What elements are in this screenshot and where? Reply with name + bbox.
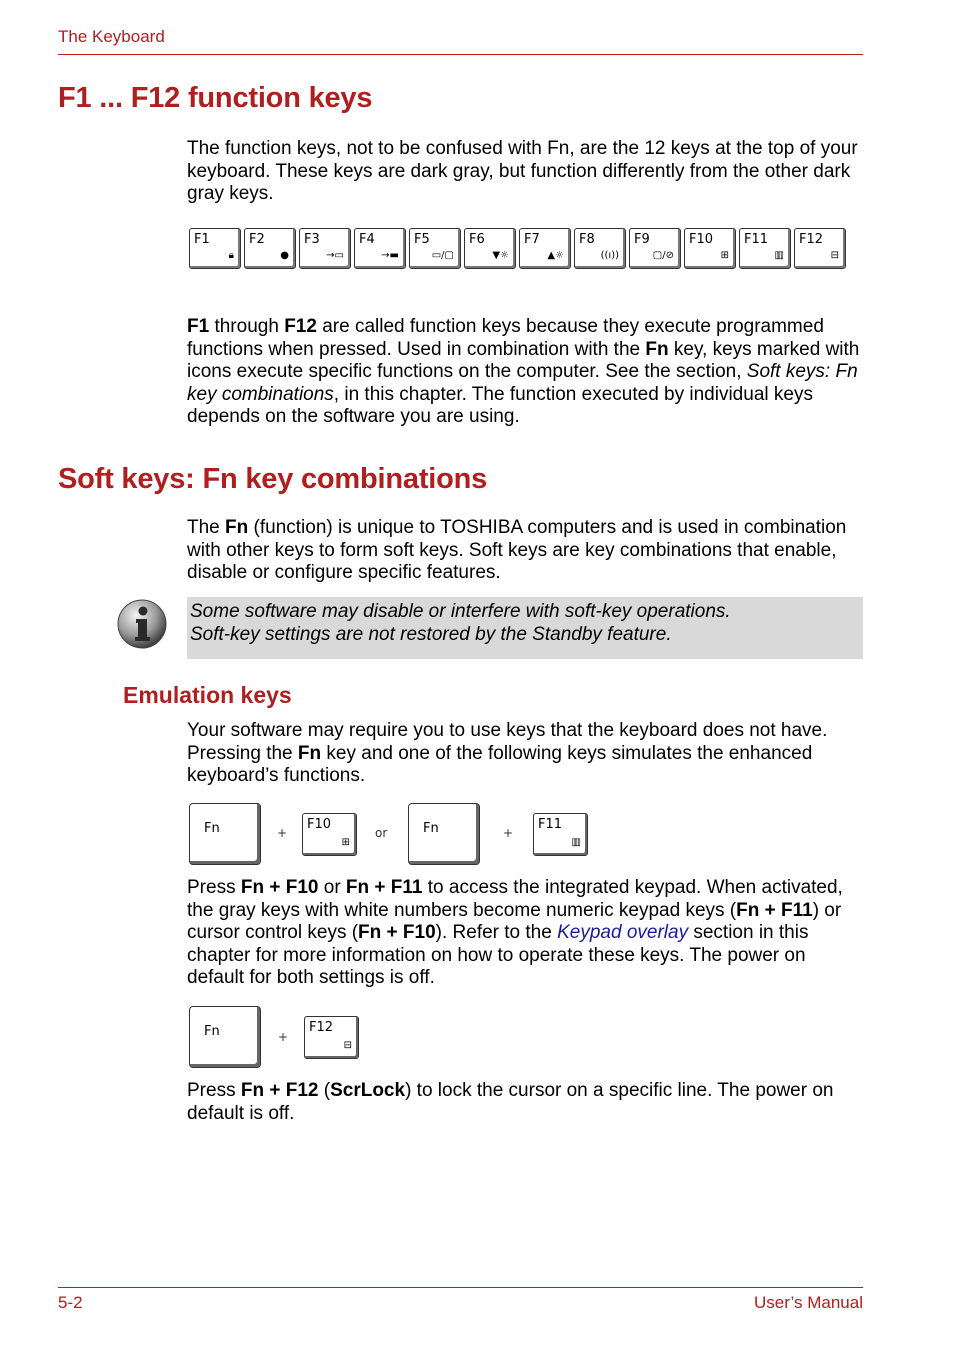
key-f12 xyxy=(794,228,846,269)
key-f11 xyxy=(739,228,791,269)
fn-f12-description xyxy=(187,1080,867,1125)
key-label: F11 xyxy=(744,232,769,247)
running-head: The Keyboard xyxy=(58,27,165,46)
text-run: The xyxy=(187,517,226,538)
section-title-function-keys: F1 ... F12 function keys xyxy=(58,82,373,114)
text-run: (function) is unique to TOSHIBA computers and is used in combination with other keys to form soft keys. Soft keys are key combinations that enable, disable or configure specific features. xyxy=(187,517,847,584)
soft-keys-intro xyxy=(187,517,867,585)
manual-title: User’s Manual xyxy=(754,1293,863,1312)
key-label: F11 xyxy=(538,817,563,832)
hibernate-icon: →▬ xyxy=(381,250,399,261)
bold-term: Fn + F12 xyxy=(240,1080,319,1101)
display-switch-icon: ▭/▢ xyxy=(431,250,454,261)
note-text xyxy=(190,601,731,646)
key-label: F12 xyxy=(799,232,824,247)
key-label: F10 xyxy=(307,817,332,832)
text-run: ) to lock the cursor on a specific line. The power on default is off. xyxy=(187,1080,834,1124)
note-line: Soft-key settings are not restored by the Standby feature. xyxy=(190,623,672,645)
info-icon xyxy=(116,598,168,650)
key-f2 xyxy=(244,228,296,269)
note-line: Some software may disable or interfere with soft-key operations. xyxy=(190,601,731,622)
emulation-intro xyxy=(187,720,867,788)
text-run: through xyxy=(209,316,285,337)
function-keys-description xyxy=(187,316,867,429)
brightness-down-icon: ▼☼ xyxy=(492,250,509,261)
arrow-mode-icon: ⊞ xyxy=(341,837,350,848)
key-f12 xyxy=(304,1016,359,1059)
subsection-title-emulation-keys: Emulation keys xyxy=(123,682,292,708)
plus-sign: + xyxy=(277,826,288,840)
text-run: Press xyxy=(187,877,241,898)
text-run: key, keys marked with icons execute specific functions on the computer. See the section, xyxy=(187,338,860,383)
key-f7 xyxy=(519,228,571,269)
suspend-icon: →▭ xyxy=(326,250,344,261)
function-keys-intro: The function keys, not to be confused with Fn, are the 12 keys at the top of your keyboard. These keys are dark gray, but function differently from the other dark gray keys. xyxy=(187,138,858,205)
key-label: Fn xyxy=(423,821,439,836)
key-label: F2 xyxy=(249,232,265,247)
text-run: Press xyxy=(187,1080,241,1101)
wireless-icon: ((ı)) xyxy=(600,250,619,261)
section-title-soft-keys: Soft keys: Fn key combinations xyxy=(58,463,488,495)
key-f8 xyxy=(574,228,626,269)
key-f6 xyxy=(464,228,516,269)
key-f11 xyxy=(533,813,588,856)
bold-term: Fn xyxy=(297,742,322,764)
numeric-mode-icon: ▥ xyxy=(774,250,784,261)
key-label: F8 xyxy=(579,232,595,247)
lock-icon: 🔒︎ xyxy=(228,250,234,261)
bold-term: F12 xyxy=(284,316,317,337)
touchpad-icon: ▢/⊘ xyxy=(652,250,674,261)
keypad-overlay-link[interactable]: Keypad overlay xyxy=(557,922,689,944)
bold-term: Fn + F11 xyxy=(345,877,423,898)
bold-term: ScrLock xyxy=(330,1080,406,1101)
brightness-up-icon: ▲☼ xyxy=(547,250,564,261)
or-label: or xyxy=(375,826,388,840)
key-f4 xyxy=(354,228,406,269)
text-run: section in this chapter for more information on how to operate these keys. The power on default for both settings is off. xyxy=(187,922,809,989)
page-number: 5-2 xyxy=(58,1293,83,1312)
key-f5 xyxy=(409,228,461,269)
key-f3 xyxy=(299,228,351,269)
key-f10 xyxy=(302,813,357,856)
key-label: F3 xyxy=(304,232,320,247)
key-label: F12 xyxy=(309,1020,334,1035)
scroll-lock-icon: ⊟ xyxy=(830,250,839,261)
function-key-row xyxy=(189,228,846,269)
note-box xyxy=(187,597,863,659)
key-label: Fn xyxy=(204,821,220,836)
scroll-lock-icon: ⊟ xyxy=(343,1040,352,1051)
key-label: F7 xyxy=(524,232,540,247)
battery-icon: ● xyxy=(280,250,289,261)
text-run: ) or cursor control keys ( xyxy=(187,899,842,944)
key-label: F5 xyxy=(414,232,430,247)
key-fn xyxy=(408,803,480,865)
plus-sign: + xyxy=(503,826,514,840)
key-f9 xyxy=(629,228,681,269)
text-run: key and one of the following keys simulates the enhanced keyboard’s functions. xyxy=(187,742,813,787)
bold-term: F1 xyxy=(187,316,210,337)
fn-f10-f11-description xyxy=(187,877,867,990)
bold-term: Fn xyxy=(225,517,249,538)
arrow-mode-icon: ⊞ xyxy=(720,250,729,261)
header-rule xyxy=(58,54,863,55)
text-run: Your software may require you to use keys that the keyboard does not have. Pressing the xyxy=(187,720,828,764)
text-run: , in this chapter. The function executed by individual keys depends on the software you are using. xyxy=(187,383,813,428)
numeric-mode-icon: ▥ xyxy=(571,837,581,848)
text-run: or xyxy=(318,877,346,898)
text-run: to access the integrated keypad. When activated, the gray keys with white numbers become numeric keypad keys ( xyxy=(187,877,843,921)
bold-term: Fn + F10 xyxy=(358,922,436,944)
text-run: are called function keys because they execute programmed functions when pressed. Used in combination with the xyxy=(187,316,824,360)
plus-sign: + xyxy=(278,1030,289,1044)
text-run: ( xyxy=(318,1080,331,1101)
key-label: F9 xyxy=(634,232,650,247)
italic-reference: Soft keys: Fn key combinations xyxy=(187,361,858,405)
key-fn xyxy=(189,803,261,865)
key-f1 xyxy=(189,228,241,269)
key-label: F10 xyxy=(689,232,714,247)
key-fn xyxy=(189,1006,261,1068)
key-label: F1 xyxy=(194,232,210,247)
text-run: ). Refer to the xyxy=(435,922,558,944)
key-f10 xyxy=(684,228,736,269)
key-label: F6 xyxy=(469,232,485,247)
key-label: F4 xyxy=(359,232,375,247)
bold-term: Fn xyxy=(645,338,669,360)
bold-term: Fn + F10 xyxy=(240,877,319,898)
key-label: Fn xyxy=(204,1024,220,1039)
bold-term: Fn + F11 xyxy=(736,899,813,921)
footer-rule xyxy=(58,1287,863,1288)
